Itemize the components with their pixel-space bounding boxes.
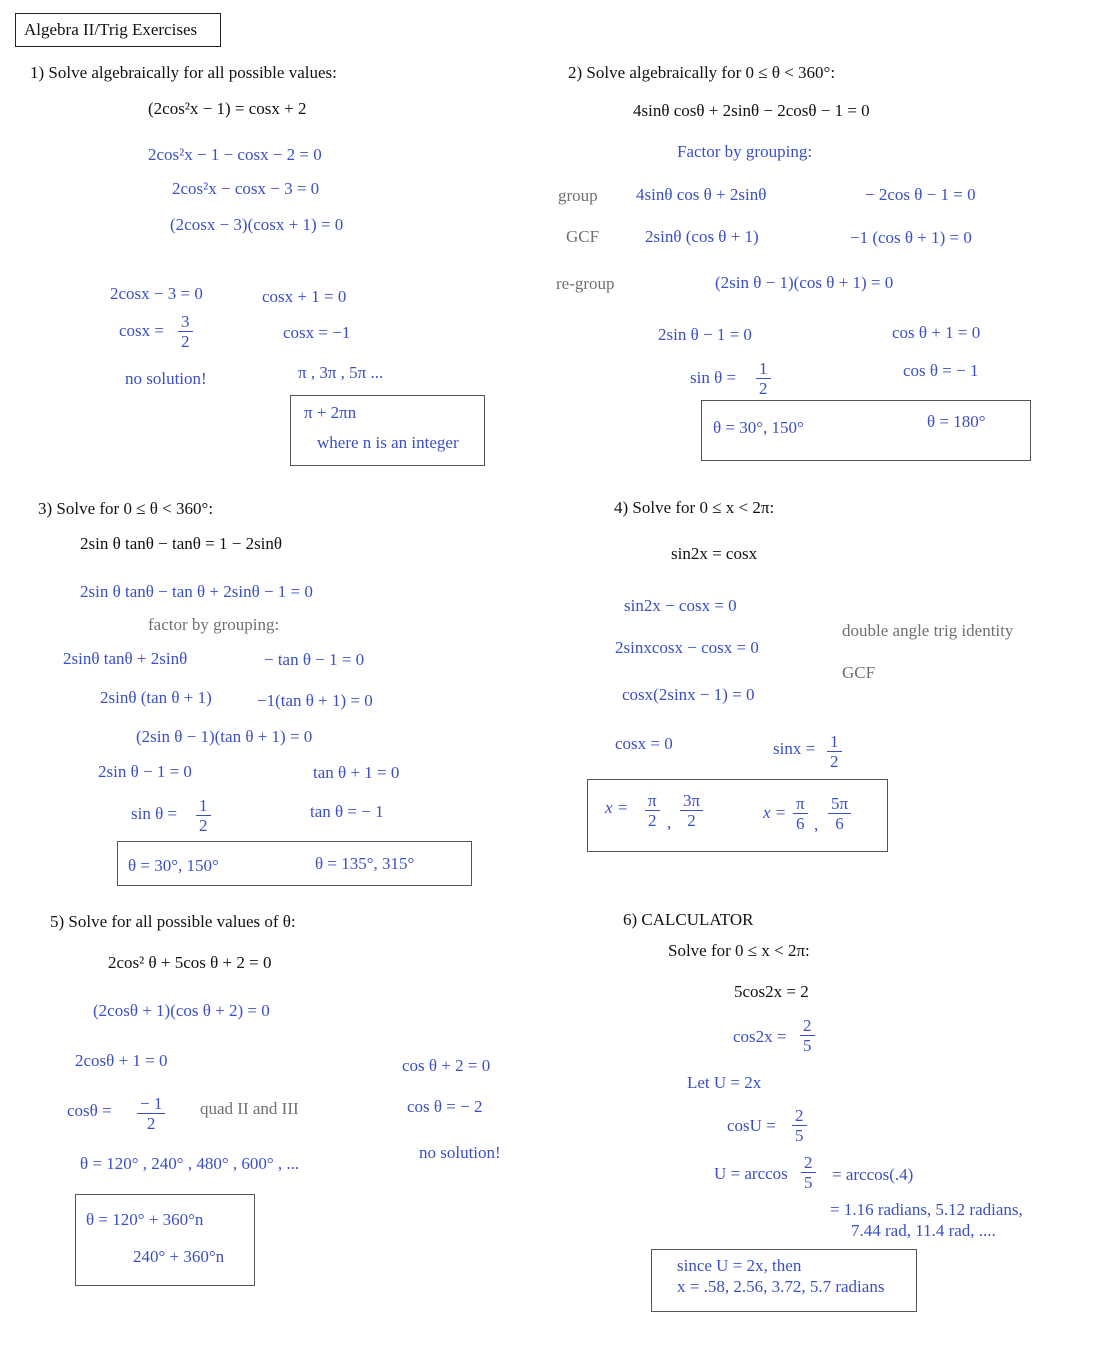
p2-right-eq: cos θ + 1 = 0 (892, 323, 981, 342)
fraction-denominator: 5 (795, 1126, 804, 1145)
p2-equation: 4sinθ cosθ + 2sinθ − 2cosθ − 1 = 0 (633, 101, 870, 120)
p3-note: factor by grouping: (148, 615, 280, 634)
p1-left-eq: 2cosx − 3 = 0 (110, 284, 203, 303)
p3-left-fraction (196, 797, 211, 834)
p4-frac-5pi-6 (828, 795, 851, 832)
p3-equation: 2sin θ tanθ − tanθ = 1 − 2sinθ (80, 534, 283, 553)
fraction-numerator: 3 (178, 313, 193, 332)
p2-left-fraction (756, 360, 771, 397)
p6-equation: 5cos2x = 2 (734, 982, 809, 1001)
p6-answer-1: since U = 2x, then (677, 1256, 802, 1275)
fraction-denominator: 2 (759, 379, 768, 398)
p2-gcf-2: −1 (cos θ + 1) = 0 (850, 228, 972, 247)
fraction-numerator: π (645, 792, 660, 811)
p2-group-2: − 2cos θ − 1 = 0 (865, 185, 976, 204)
p1-prompt: 1) Solve algebraically for all possible values: (30, 63, 337, 82)
p6-prompt: Solve for 0 ≤ x < 2π: (668, 941, 810, 960)
p4-frac-pi-2 (645, 792, 660, 829)
fraction-denominator: 2 (830, 752, 839, 771)
p5-right-eq: cos θ + 2 = 0 (402, 1056, 491, 1075)
p2-left-sin: sin θ = (690, 368, 737, 387)
p5-answer-box (75, 1194, 255, 1286)
p2-right-cos: cos θ = − 1 (903, 361, 979, 380)
p5-answer-2: 240° + 360°n (133, 1247, 225, 1266)
p3-step4: (2sin θ − 1)(tan θ + 1) = 0 (136, 727, 313, 746)
fraction-numerator: 1 (196, 797, 211, 816)
p6-step4-fraction (801, 1154, 816, 1191)
page-title: Algebra II/Trig Exercises (24, 20, 198, 39)
p6-step6: 7.44 rad, 11.4 rad, .... (851, 1221, 996, 1240)
fraction-denominator: 6 (796, 814, 805, 833)
p6-answer-2: x = .58, 2.56, 3.72, 5.7 radians (677, 1277, 885, 1296)
p4-step2: 2sinxcosx − cosx = 0 (615, 638, 759, 657)
p5-quadrant-note: quad II and III (200, 1099, 299, 1118)
p5-angle-list: θ = 120° , 240° , 480° , 600° , ... (80, 1154, 300, 1173)
p2-label-group: group (558, 186, 598, 205)
p4-comma-2: , (814, 815, 819, 834)
p5-left-cos: cosθ = (67, 1101, 112, 1120)
p6-step3-left: cosU = (727, 1116, 776, 1135)
p2-label-gcf: GCF (566, 227, 600, 246)
fraction-denominator: 5 (804, 1173, 813, 1192)
p3-answer-1: θ = 30°, 150° (128, 856, 219, 875)
p5-left-fraction (137, 1095, 165, 1132)
fraction-numerator: 1 (756, 360, 771, 379)
p3-step2b: − tan θ − 1 = 0 (264, 650, 365, 669)
p4-frac-pi-6 (793, 795, 808, 832)
p4-note-gcf: GCF (842, 663, 876, 682)
p3-left-sin: sin θ = (131, 804, 178, 823)
p5-no-solution: no solution! (419, 1143, 501, 1162)
fraction-denominator: 2 (648, 811, 657, 830)
p4-right-sin: sinx = (773, 739, 816, 758)
p2-label-regroup: re-group (556, 274, 615, 293)
p1-step3: (2cosx − 3)(cosx + 1) = 0 (170, 215, 344, 234)
p6-step4-left: U = arccos (714, 1164, 788, 1183)
p3-step2a: 2sinθ tanθ + 2sinθ (63, 649, 188, 668)
fraction-numerator: 1 (827, 733, 842, 752)
p1-left-cos: cosx = (119, 321, 164, 340)
fraction-numerator: − 1 (137, 1095, 165, 1114)
p6-step1-fraction (800, 1017, 815, 1054)
p4-right-fraction (827, 733, 842, 770)
p6-step4-right: = arccos(.4) (832, 1165, 914, 1184)
p6-prompt-title: 6) CALCULATOR (623, 910, 754, 929)
p1-equation: (2cos²x − 1) = cosx + 2 (148, 99, 307, 118)
fraction-numerator: 5π (828, 795, 851, 814)
fraction-denominator: 2 (687, 811, 696, 830)
p4-frac-3pi-2 (680, 792, 703, 829)
p1-step1: 2cos²x − 1 − cosx − 2 = 0 (148, 145, 322, 164)
p6-step5: = 1.16 radians, 5.12 radians, (830, 1200, 1023, 1219)
p5-left-eq: 2cosθ + 1 = 0 (75, 1051, 168, 1070)
fraction-numerator: 2 (792, 1107, 807, 1126)
p1-answer-1: π + 2πn (304, 403, 357, 422)
p3-step3a: 2sinθ (tan θ + 1) (100, 688, 212, 707)
p3-right-eq: tan θ + 1 = 0 (313, 763, 400, 782)
p4-equation: sin2x = cosx (671, 544, 758, 563)
p3-step1: 2sin θ tanθ − tan θ + 2sinθ − 1 = 0 (80, 582, 313, 601)
fraction-numerator: π (793, 795, 808, 814)
p1-right-eq: cosx + 1 = 0 (262, 287, 347, 306)
p4-x-left: x = (605, 798, 629, 817)
p3-prompt: 3) Solve for 0 ≤ θ < 360°: (38, 499, 214, 518)
p1-left-fraction (178, 313, 193, 350)
p5-equation: 2cos² θ + 5cos θ + 2 = 0 (108, 953, 272, 972)
p4-left-cos: cosx = 0 (615, 734, 673, 753)
p2-group-1: 4sinθ cos θ + 2sinθ (636, 185, 767, 204)
p2-regroup: (2sin θ − 1)(cos θ + 1) = 0 (715, 273, 894, 292)
p5-prompt: 5) Solve for all possible values of θ: (50, 912, 296, 931)
fraction-numerator: 2 (801, 1154, 816, 1173)
p2-answer-2: θ = 180° (927, 412, 986, 431)
fraction-denominator: 2 (199, 816, 208, 835)
fraction-numerator: 3π (680, 792, 703, 811)
p1-no-solution: no solution! (125, 369, 207, 388)
p1-right-cos: cosx = −1 (283, 323, 351, 342)
fraction-denominator: 6 (835, 814, 844, 833)
p6-step2: Let U = 2x (687, 1073, 762, 1092)
p3-right-tan: tan θ = − 1 (310, 802, 384, 821)
fraction-denominator: 2 (146, 1114, 156, 1133)
p6-step1-left: cos2x = (733, 1027, 787, 1046)
p2-left-eq: 2sin θ − 1 = 0 (658, 325, 752, 344)
p2-answer-1: θ = 30°, 150° (713, 418, 804, 437)
fraction-denominator: 5 (803, 1036, 812, 1055)
p1-right-pi-list: π , 3π , 5π ... (298, 363, 384, 382)
p4-step1: sin2x − cosx = 0 (624, 596, 737, 615)
p1-step2: 2cos²x − cosx − 3 = 0 (172, 179, 320, 198)
p3-answer-2: θ = 135°, 315° (315, 854, 415, 873)
p3-left-eq: 2sin θ − 1 = 0 (98, 762, 192, 781)
p5-step1: (2cosθ + 1)(cos θ + 2) = 0 (93, 1001, 270, 1020)
p4-prompt: 4) Solve for 0 ≤ x < 2π: (614, 498, 775, 517)
p4-step3: cosx(2sinx − 1) = 0 (622, 685, 755, 704)
p2-note: Factor by grouping: (677, 142, 813, 161)
fraction-numerator: 2 (800, 1017, 815, 1036)
p2-gcf-1: 2sinθ (cos θ + 1) (645, 227, 759, 246)
p5-answer-1: θ = 120° + 360°n (86, 1210, 204, 1229)
p2-prompt: 2) Solve algebraically for 0 ≤ θ < 360°: (568, 63, 836, 82)
p4-x-right: x = (763, 803, 787, 822)
p6-step3-fraction (792, 1107, 807, 1144)
p4-note-identity: double angle trig identity (842, 621, 1014, 640)
p5-right-cos: cos θ = − 2 (407, 1097, 483, 1116)
p3-step3b: −1(tan θ + 1) = 0 (257, 691, 373, 710)
p1-answer-2: where n is an integer (317, 433, 459, 452)
p4-comma-1: , (667, 813, 672, 832)
fraction-denominator: 2 (181, 332, 190, 351)
